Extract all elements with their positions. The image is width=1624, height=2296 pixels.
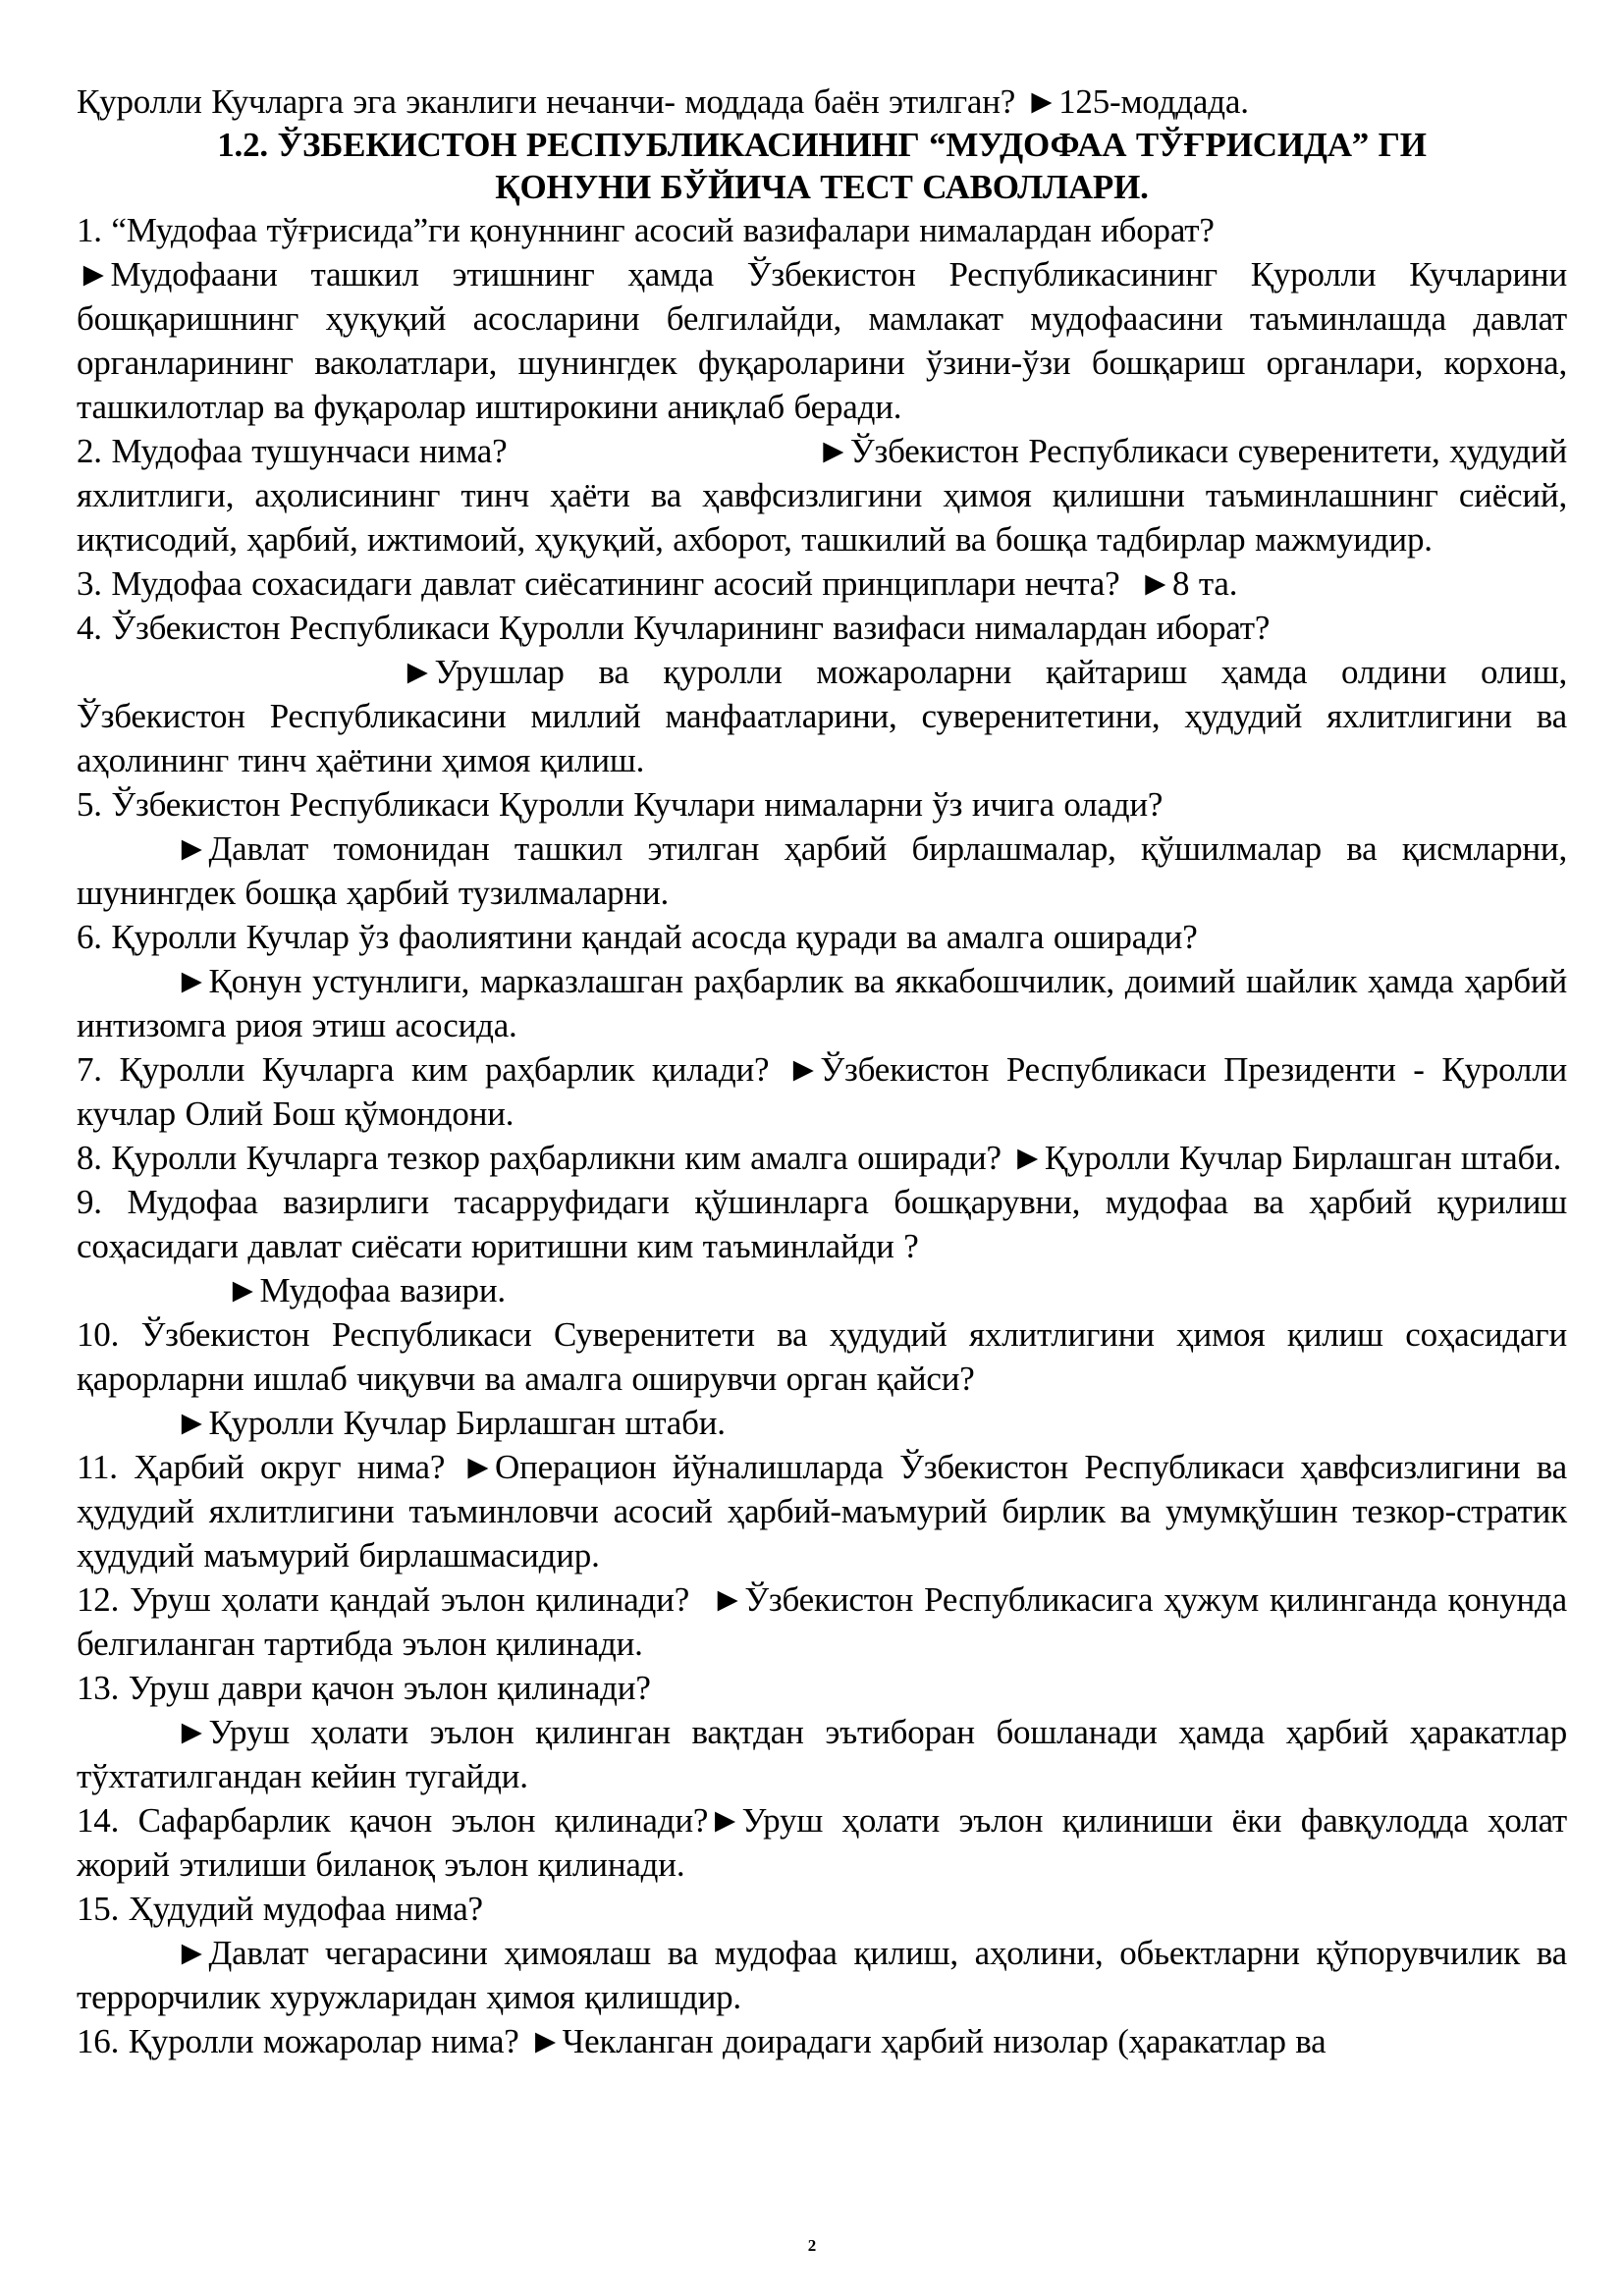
answer-7: ►Ўзбекистон Республикаси Президенти - Қуролли кучлар Олий Бош қўмондони. [77, 1050, 1567, 1133]
question-7: 7. Қуролли Кучларга ким раҳбарлик қилади? [77, 1050, 770, 1089]
question-1: 1. “Мудофаа тўғрисида”ги қонуннинг асосий вазифалари нималардан иборат? [77, 211, 1215, 249]
question-11: 11. Ҳарбий округ нима? [77, 1448, 446, 1486]
answer-9: ►Мудофаа вазири. [226, 1271, 506, 1309]
section-heading-line-1: 1.2. ЎЗБЕКИСТОН РЕСПУБЛИКАСИНИНГ “МУДОФАА ТЎҒРИСИДА” ГИ [217, 126, 1427, 164]
answer-13: ►Уруш ҳолати эълон қилинган вақтдан эътиборан бошланади ҳамда ҳарбий ҳаракатлар тўхтатилгандан кейин тугайди. [77, 1713, 1567, 1795]
question-13: 13. Уруш даври қачон эълон қилинади? [77, 1669, 651, 1707]
intro-line: Қуролли Кучларга эга эканлиги нечанчи- моддада баён этилган? ►125-моддада. [77, 82, 1249, 121]
answer-16: ►Чекланган доирадаги ҳарбий низолар (ҳаракатлар ва [528, 2022, 1326, 2060]
question-answer-16 [77, 2019, 1567, 2063]
question-answer-14 [77, 1798, 1567, 1887]
question-8: 8. Қуролли Кучларга тезкор раҳбарликни ким амалга оширади? [77, 1139, 1001, 1177]
answer-3: ►8 та. [1138, 564, 1238, 603]
question-10: 10. Ўзбекистон Республикаси Суверенитети ва ҳудудий яхлитлигини ҳимоя қилиш соҳасидаги қарорларни ишлаб чиқувчи ва амалга оширувчи орган қайси? [77, 1315, 1567, 1398]
answer-1: ►Мудофаани ташкил этишнинг ҳамда Ўзбекистон Республикасининг Қуролли Кучларини бошқаришнинг ҳуқуқий асосларини белгилайди, мамлакат мудофаасини таъминлашда давлат органларининг ваколатлари, шунингдек фуқароларини ўзини-ўзи бошқариш органлари, корхона, ташкилотлар ва фуқаролар иштирокини аниқлаб беради. [77, 255, 1567, 426]
section-heading [77, 124, 1567, 208]
answer-12: ►Ўзбекистон Республикасига ҳужум қилинганда қонунда белгиланган тартибда эълон қилинади. [77, 1580, 1567, 1663]
question-16: 16. Қуролли можаролар нима? [77, 2022, 519, 2060]
question-answer-12 [77, 1577, 1567, 1666]
answer-14: ►Уруш ҳолати эълон қилиниши ёки фавқулодда ҳолат жорий этилиши биланоқ эълон қилинади. [77, 1801, 1567, 1884]
answer-4: ►Урушлар ва қуролли можароларни қайтариш ҳамда олдини олиш, Ўзбекистон Республикасини миллий манфаатларини, суверенитетини, ҳудудий яхлитлигини ва аҳолининг тинч ҳаётини ҳимоя қилиш. [77, 653, 1567, 779]
question-15: 15. Ҳудудий мудофаа нима? [77, 1890, 483, 1928]
section-heading-line-2: ҚОНУНИ БЎЙИЧА ТЕСТ САВОЛЛАРИ. [495, 168, 1149, 206]
question-answer-2 [77, 429, 1567, 561]
question-12: 12. Уруш ҳолати қандай эълон қилинади? [77, 1580, 690, 1619]
answer-11: ►Операцион йўналишларда Ўзбекистон Республикаси ҳавфсизлигини ва ҳудудий яхлитлигини таъминловчи асосий ҳарбий-маъмурий бирлик ва умумқўшин тезкор-стратик ҳудудий маъмурий бирлашмасидир. [77, 1448, 1568, 1575]
document-page [77, 80, 1567, 2063]
answer-15: ►Давлат чегарасини ҳимоялаш ва мудофаа қилиш, аҳолини, обьектларни қўпорувчилик ва террорчилик хуружларидан ҳимоя қилишдир. [77, 1934, 1567, 2016]
question-4: 4. Ўзбекистон Республикаси Қуролли Кучларининг вазифаси нималардан иборат? [77, 609, 1271, 647]
question-answer-8 [77, 1136, 1567, 1180]
question-5: 5. Ўзбекистон Республикаси Қуролли Кучлари нималарни ўз ичига олади? [77, 785, 1164, 824]
page-number: 2 [807, 2236, 817, 2255]
question-answer-11 [77, 1445, 1567, 1577]
question-answer-7 [77, 1047, 1567, 1136]
question-14: 14. Сафарбарлик қачон эълон қилинади? [77, 1801, 709, 1840]
answer-8: ►Қуролли Кучлар Бирлашган штаби. [1010, 1139, 1562, 1177]
question-2: 2. Мудофаа тушунчаси нима? [77, 432, 508, 470]
answer-10: ►Қуролли Кучлар Бирлашган штаби. [175, 1404, 726, 1442]
answer-2: ►Ўзбекистон Республикаси суверенитети, ҳудудий яхлитлиги, аҳолисининг тинч ҳаёти ва ҳавфсизлигини ҳимоя қилишни таъминлашнинг сиёсий, иқтисодий, ҳарбий, ижтимоий, ҳуқуқий, ахборот, ташкилий ва бошқа тадбирлар мажмуидир. [77, 432, 1567, 559]
question-9: 9. Мудофаа вазирлиги тасарруфидаги қўшинларга бошқарувни, мудофаа ва ҳарбий қурилиш соҳасидаги давлат сиёсати юритишни ким таъминлайди ? [77, 1183, 1567, 1265]
question-answer-3 [77, 561, 1567, 606]
answer-5: ►Давлат томонидан ташкил этилган ҳарбий бирлашмалар, қўшилмалар ва қисмларни, шунингдек бошқа ҳарбий тузилмаларни. [77, 829, 1567, 912]
answer-6: ►Қонун устунлиги, марказлашган раҳбарлик ва яккабошчилик, доимий шайлик ҳамда ҳарбий интизомга риоя этиш асосида. [77, 962, 1567, 1044]
question-3: 3. Мудофаа сохасидаги давлат сиёсатининг асосий принциплари нечта? [77, 564, 1120, 603]
question-6: 6. Қуролли Кучлар ўз фаолиятини қандай асосда қуради ва амалга оширади? [77, 918, 1198, 956]
